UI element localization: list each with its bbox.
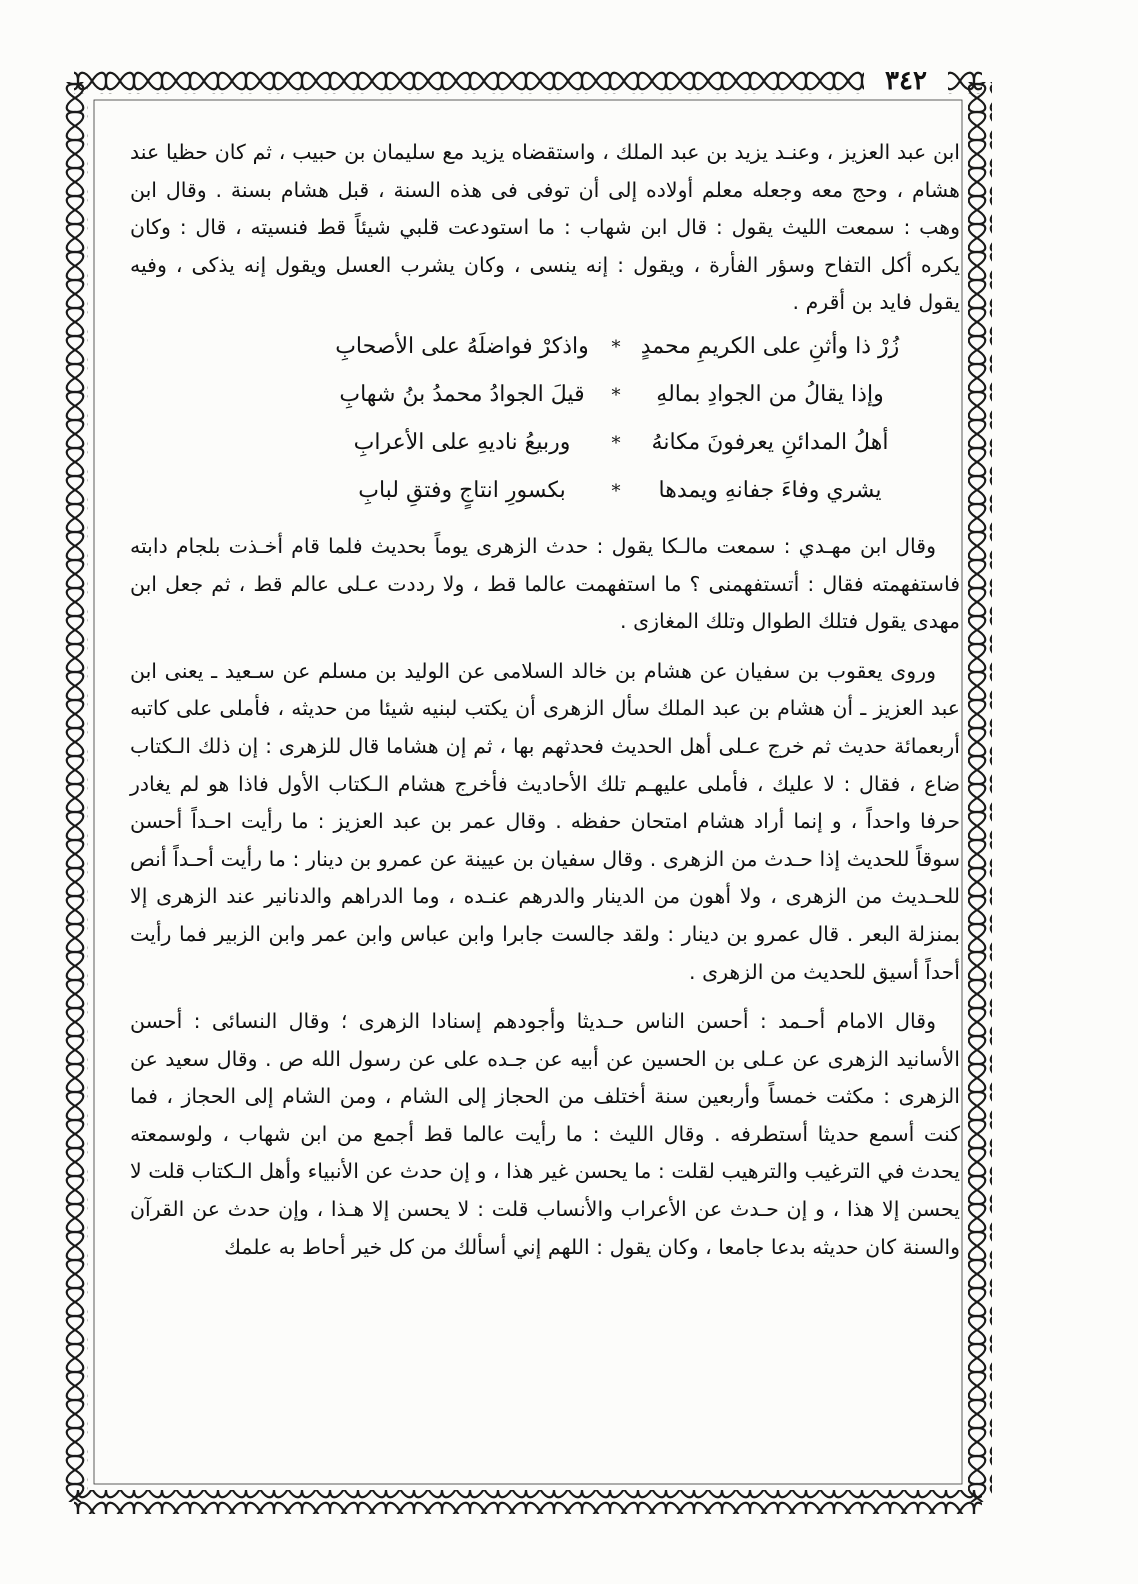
- paragraph-2: وقال ابن مهـدي : سمعت مالـكا يقول : حدث الزهرى يوماً بحديث فلما قام أخـذت بلجام دابته فاستفهمته فقال : أتستفهمنى ؟ ما استفهمت عالما قط ، ولا رددت عـلى عالم قط ، ثم جعل ابن مهدى يقول فتلك الطوال وتلك المغازى .: [130, 533, 960, 634]
- paragraph-4: وقال الامام أحـمد : أحسن الناس حـديثا وأجودهم إسنادا الزهرى ؛ وقال النسائى : أحسن الأسانيد الزهرى عن عـلى بن الحسين عن أبيه عن جـده على عن رسول الله ص . وقال سعيد عن الزهرى : مكثت خمساً وأربعين سنة أختلف من الحجاز إلى الشام ، ومن الشام إلى الحجاز ، فما كنت أسمع حديثا أستطرفه . وقال الليث : ما رأيت عالما قط أجمع من ابن شهاب ، ولوسمعته يحدث في الترغيب والترهيب لقلت : ما يحسن غير هذا ، و إن حدث عن الأنبياء وأهل الـكتاب قلت لا يحسن إلا هذا ، و إن حـدث عن الأعراب والأنساب قلت : لا يحسن إلا هـذا ، وإن حدث عن القرآن والسنة كان حديثه بدعا جامعا ، وكان يقول : اللهم إني أسألك من كل خير أحاط به علمك: [130, 1009, 960, 1259]
- page-number: ٣٤٢: [864, 64, 948, 98]
- poem-verse-3: [130, 424, 906, 472]
- verse-separator: *: [611, 336, 621, 358]
- verse-first-hemistich: يشري وفاءَ جفانهِ ويمدها: [658, 477, 882, 503]
- verse-first-hemistich: زُرْ ذا وأثنِ على الكريمِ محمدٍ: [640, 333, 900, 359]
- verse-separator: *: [611, 432, 621, 454]
- paragraph-3: وروى يعقوب بن سفيان عن هشام بن خالد السلامى عن الوليد بن مسلم عن سـعيد ـ يعنى ابن عبد العزيز ـ أن هشام بن عبد الملك سأل الزهرى أن يكتب لبنيه شيئا من حديثه ، فأملى على كاتبه أربعمائة حديث ثم خرج عـلى أهل الحديث فحدثهم بها ، ثم إن هشاما قال للزهرى : إن ذلك الـكتاب ضاع ، فقال : لا عليك ، فأملى عليهـم تلك الأحاديث فأخرج هشام الـكتاب الأول فاذا هو لم يغادر حرفا واحداً ، و إنما أراد هشام امتحان حفظه . وقال عمر بن عبد العزيز : ما رأيت احـداً أحسن سوقاً للحديث إذا حـدث من الزهرى . وقال سفيان بن عيينة عن عمرو بن دينار : ما رأيت أحـداً أنص للحـديث من الزهرى ، ولا أهون من الدينار والدرهم عنـده ، وما الدراهم والدنانير عند الزهرى إلا بمنزلة البعر . قال عمرو بن دينار : ولقد جالست جابرا وابن عباس وابن عمر وابن الزبير فما رأيت أحداً أسيق للحديث من الزهرى .: [130, 658, 960, 984]
- verse-second-hemistich: واذكرْ فواضلَهُ على الأصحابِ: [335, 333, 589, 359]
- poem-verse-1: [130, 328, 906, 376]
- verse-second-hemistich: قيلَ الجوادُ محمدُ بنُ شهابِ: [339, 381, 585, 407]
- verse-separator: *: [611, 384, 621, 406]
- verse-second-hemistich: وربيعُ ناديهِ على الأعرابِ: [353, 429, 571, 455]
- verse-first-hemistich: وإذا يقالُ من الجوادِ بمالهِ: [656, 381, 884, 407]
- verse-first-hemistich: أهلُ المدائنِ يعرفونَ مكانهُ: [651, 429, 889, 455]
- verse-separator: *: [611, 480, 621, 502]
- verse-second-hemistich: بكسورِ انتاجٍ وفتقِ لبابِ: [358, 477, 566, 503]
- page-body: [130, 134, 960, 1474]
- poem-verse-4: [130, 472, 906, 520]
- paragraph-1: ابن عبد العزيز ، وعنـد يزيد بن عبد الملك ، واستقضاه يزيد مع سليمان بن حبيب ، ثم كان حظيا عند هشام ، وحج معه وجعله معلم أولاده إلى أن توفى فى هذه السنة ، قبل هشام بسنة . وقال ابن وهب : سمعت الليث يقول : قال ابن شهاب : ما استودعت قلبي شيئاً قط فنسيته ، قال : وكان يكره أكل التفاح وسؤر الفأرة ، ويقول : إنه ينسى ، وكان يشرب العسل ويقول إنه يذكى ، وفيه يقول فايد بن أقرم .: [130, 140, 960, 315]
- poem: [130, 328, 960, 520]
- poem-verse-2: [130, 376, 906, 424]
